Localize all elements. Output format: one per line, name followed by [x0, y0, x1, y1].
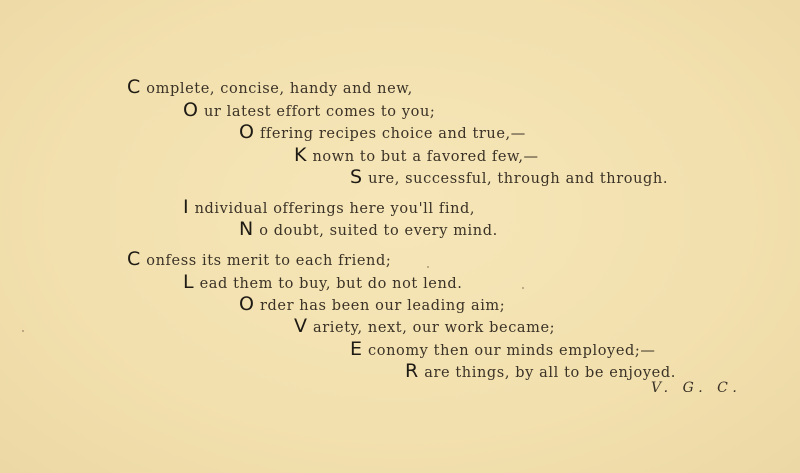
line-text: ure, successful, through and through.	[368, 171, 669, 187]
acrostic-initial: N	[239, 218, 254, 240]
line-text: nown to but a favored few,—	[312, 149, 539, 165]
line-text: o doubt, suited to every mind.	[259, 223, 498, 239]
poem-line	[127, 77, 413, 99]
acrostic-initial: C	[127, 76, 141, 98]
poem-line	[350, 339, 655, 361]
poem-line	[183, 197, 475, 219]
poem-line	[183, 272, 463, 294]
line-text: onfess its merit to each friend;	[146, 253, 392, 269]
acrostic-initial: O	[183, 99, 198, 121]
paper-speck	[22, 330, 24, 332]
acrostic-initial: E	[350, 338, 363, 360]
poem-line	[239, 294, 505, 316]
poem-line	[183, 100, 435, 122]
line-text: ffering recipes choice and true,—	[259, 126, 526, 142]
poem-line	[127, 249, 391, 271]
line-text: omplete, concise, handy and new,	[146, 81, 413, 97]
poem-line	[350, 167, 668, 189]
acrostic-initial: C	[127, 248, 141, 270]
paper-speck	[522, 287, 524, 289]
author-signature: V. G. C.	[651, 380, 742, 396]
poem-line	[294, 316, 555, 338]
line-text: are things, by all to be enjoyed.	[424, 365, 676, 381]
poem-line	[239, 219, 498, 241]
acrostic-initial: L	[183, 271, 194, 293]
acrostic-initial: R	[405, 360, 419, 382]
acrostic-initial: O	[239, 293, 254, 315]
acrostic-initial: S	[350, 166, 363, 188]
acrostic-initial: V	[294, 315, 307, 337]
poem-line	[239, 122, 526, 144]
paper-speck	[427, 266, 429, 268]
poem-line	[294, 145, 539, 167]
line-text: ndividual offerings here you'll find,	[194, 201, 476, 217]
line-text: ariety, next, our work became;	[313, 320, 556, 336]
acrostic-initial: I	[183, 196, 189, 218]
line-text: rder has been our leading aim;	[259, 298, 506, 314]
acrostic-initial: K	[294, 144, 307, 166]
line-text: conomy then our minds employed;—	[368, 343, 656, 359]
poem-line	[405, 361, 676, 383]
line-text: ead them to buy, but do not lend.	[199, 276, 463, 292]
acrostic-initial: O	[239, 121, 254, 143]
line-text: ur latest effort comes to you;	[203, 104, 436, 120]
